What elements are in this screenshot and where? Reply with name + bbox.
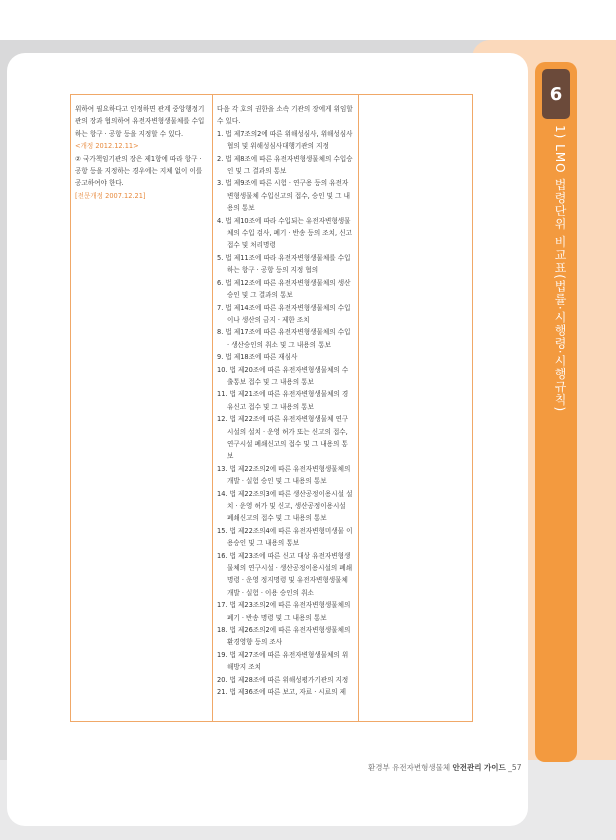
list-item: 18. 법 제26조의2에 따른 유전자변형생물체의 환경영향 등의 조사: [217, 626, 351, 647]
page-number: _57: [505, 763, 522, 772]
list-item: 11. 법 제21조에 따른 유전자변형생물체의 경유신고 접수 및 그 내용의 통보: [217, 390, 349, 411]
amendment-note: [전문개정 2007.12.21]: [75, 191, 146, 200]
paragraph: 위하여 필요하다고 인정하면 관계 중앙행정기관의 장과 협의하여 유전자변형생물체를 수입하는 항구 · 공항 등을 지정할 수 있다.: [75, 105, 205, 138]
amendment-note: <개정 2012.12.11>: [75, 142, 139, 151]
paragraph: ② 국가책임기관의 장은 제1항에 따라 항구 · 공항 등을 지정하는 경우에는 지체 없이 이를 공고하여야 한다.: [75, 154, 203, 188]
left-column: [75, 103, 210, 202]
list-item: 4. 법 제10조에 따라 수입되는 유전자변형생물체의 수입 검사, 폐기 · 반송 등의 조치, 신고 접수 및 처리명령: [217, 216, 352, 250]
list-item: 8. 법 제17조에 따른 유전자변형생물체의 수입 · 생산승인의 취소 및 그 내용의 통보: [217, 328, 351, 349]
list-item: 21. 법 제36조에 따른 보고, 자료 · 시료의 제: [217, 688, 347, 697]
list-item: 15. 법 제22조의4에 따른 유전자변형미생물 이용승인 및 그 내용의 통보: [217, 526, 353, 548]
middle-column: [217, 103, 353, 699]
list-item: 12. 법 제22조에 따른 유전자변형생물체 연구시설의 설치 · 운영 허가 또는 신고의 접수, 연구시설 폐쇄신고의 접수 및 그 내용의 통보: [217, 415, 349, 461]
list-item: 13. 법 제22조의2에 따른 유전자변형생물체의 개발 · 실험 승인 및 그 내용의 통보: [217, 464, 351, 486]
list-item: 3. 법 제9조에 따른 시험 · 연구용 등의 유전자변형생물체 수입신고의 접수, 승인 및 그 내용의 통보: [217, 179, 350, 213]
list-item: 7. 법 제14조에 따른 유전자변형생물체의 수입이나 생산의 금지 · 제한 조치: [217, 303, 351, 324]
list-item: 20. 법 제28조에 따른 위해성평가기관의 지정: [217, 675, 349, 684]
intro-text: 다음 각 호의 권한을 소속 기관의 장에게 위임할 수 있다.: [217, 105, 353, 126]
footer-publisher: 환경부 유전자변형생물체: [368, 763, 453, 772]
list-item: 1. 법 제7조의2에 따른 위해성심사, 위해성심사 협의 및 위해성심사대행기관의 지정: [217, 129, 353, 151]
list-item: 6. 법 제12조에 따른 유전자변형생물체의 생산승인 및 그 결과의 통보: [217, 278, 351, 300]
list-item: 10. 법 제20조에 따른 유전자변형생물체의 수출통보 접수 및 그 내용의 통보: [217, 365, 349, 386]
list-item: 2. 법 제8조에 따른 유전자변형생물체의 수입승인 및 그 결과의 통보: [217, 154, 353, 176]
column-divider: [212, 95, 213, 721]
list-item: 5. 법 제11조에 따라 유전자변형생물체를 수입하는 항구 · 공항 등의 지정 협의: [217, 253, 351, 275]
chapter-number: 6: [542, 69, 570, 119]
list-item: 19. 법 제27조에 따른 유전자변형생물체의 위해방지 조치: [217, 650, 349, 672]
item-list: [217, 128, 353, 699]
column-divider: [358, 95, 359, 721]
section-title-vertical: 1) LMO 법령단위 비교표(법률·시행령·시행규칙): [553, 125, 567, 413]
list-item: 17. 법 제23조의2에 따른 유전자변형생물체의 폐기 · 반송 명령 및 그 내용의 통보: [217, 601, 351, 622]
list-item: 9. 법 제18조에 따른 재심사: [217, 353, 298, 362]
page-footer: [368, 762, 521, 773]
list-item: 14. 법 제22조의3에 따른 생산공정이용시설 설치 · 운영 허가 및 신고, 생산공정이용시설 폐쇄신고의 접수 및 그 내용의 통보: [217, 489, 353, 523]
footer-guide-title: 안전관리 가이드: [452, 763, 506, 772]
law-comparison-table: [70, 94, 473, 722]
list-item: 16. 법 제23조에 따른 신고 대상 유전자변형생물체의 연구시설 · 생산공정이용시설의 폐쇄 명령 · 운영 정지명령 및 유전자변형생물체 개발 · 실험 · 이용 승인의 취소: [217, 551, 353, 597]
